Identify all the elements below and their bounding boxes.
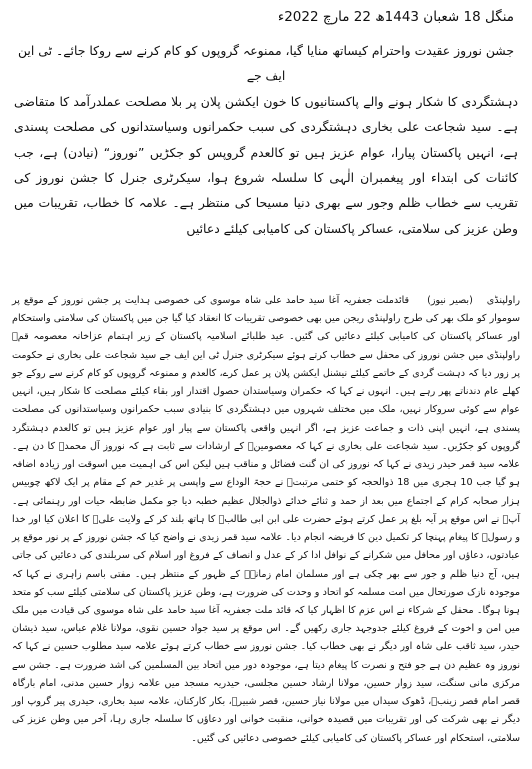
article-body: قائدملت جعفریہ آغا سید حامد علی شاہ موسوی کی خصوصی ہدایت پر جشن نوروز کے موقع پر سوموار کو ملک بھر کی طرح راولپنڈی ریجن میں بھی خصوصی تقریبات کا انعقاد کیا گیا جن میں پاکستان کی سلامتی واستحکام اور عساکر پاکستان کی کامیابی کیلئے دعائیں کی گئیں۔ عید طلبائے اسلامیہ پاکستان کے زیر اہتمام عزاخانہ معصومہ قمؑ راولپنڈی میں جشن نوروز کی محفل سے خطاب کرتے ہوئے سیکرٹری جنرل ٹی این ایف جے سید شجاعت علی بخاری نے حکومت پر زور دیا کہ دہشت گردی کے خاتمے کیلئے نیشنل ایکشن پلان پر عمل کرے، کالعدم و ممنوعہ گروپوں کو کام کرنے سے روکے جو کھلے عام دندناتے پھر رہے ہیں۔ انہوں نے کہا کہ حکمران وسیاستدان حصول اقتدار اور بقاء کیلئے مصلحت کا شکار ہیں، انہیں عوام سے کوئی سروکار نہیں، ملک میں مختلف شہروں میں دہشتگردی کا بنیادی سبب حکمرانوں وسیاستدانوں کی مصلحت پسندی ہے، انہیں اپنی ذات و جماعت عزیز ہے، اگر انہیں واقعی پاکستان سے پیار اور عوام عزیز ہیں تو کالعدم دہشتگرد گروپوں کو جکڑیں۔ سید شجاعت علی بخاری نے کہا کہ معصومینؑ کے ارشادات سے ثابت ہے کہ نوروز آل محمدؐ کا دن ہے۔ علامہ سید قمر حیدر زیدی نے کہا کہ نوروز کی ان گنت فضائل و مناقب ہیں لیکن اس کی اہمیت میں اسوقت اور زیادہ اضافہ ہو گیا جب 10 ہجری میں 18 ذوالحجہ کو ختمی مرتبتؐ نے حجۃ الوداع سے واپسی پر غدیر خم کے مقام پر ایک لاکھ چوبیس ہزار صحابہ کرام کے اجتماع میں بعد از حمد و ثنائے خدائے ذوالجلال عظیم خطبہ دیا جو مکمل ضابطہ حیات اور رہنمائی ہے۔ آپؐ نے اس موقع پر آیہ بلغ پر عمل کرتے ہوئے حضرت علی ابن ابی طالبؑ کا ہاتھ بلند کر کے ولایت علیؑ کا اعلان کیا اور خدا و رسولؐ کا پیغام پہنچا کر تکمیل دین کا فریضہ انجام دیا۔ علامہ سید قمر زیدی نے واضح کیا کہ جشن نوروز کے پر نور موقع پر عبادتوں، دعاؤں اور محافل میں شکرانے کے نوافل ادا کر کے عدل و انصاف کے فروغ اور اسلام کی سربلندی کی دعائیں کی جاتی ہیں، آج دنیا ظلم و جور سے بھر چکی ہے اور مسلمان امام زمانہؑ کے ظہور کے منتظر ہیں۔ مفتی باسم زاہری نے کہا کہ موجودہ نازک صورتحال میں امت مسلمہ کو اتحاد و وحدت کی ضرورت ہے، وطن عزیز پاکستان کی سلامتی کیلئے سب کو متحد ہونا ہوگا۔ محفل کے شرکاء نے اس عزم کا اظہار کیا کہ قائد ملت جعفریہ آغا سید حامد علی شاہ موسوی کی قیادت میں ملک میں امن و اخوت کے فروغ کیلئے جدوجہد جاری رکھیں گے۔ اس موقع پر سید جواد حسین نقوی، مولانا غلام عباس، سید ذیشان حیدر، سید ثاقب علی شاہ اور دیگر نے بھی خطاب کیا۔ جشن نوروز سے خطاب کرتے ہوئے علامہ سید مطلوب حسین نے کہا کہ نوروز وہ عظیم دن ہے جو فتح و نصرت کا پیغام دیتا ہے، موجودہ دور میں اتحاد بین المسلمین کی اشد ضرورت ہے۔ جشن سے مرکزی مانی سنگت، سید زوار حسین، مولانا ارشاد حسین مجلسی، حیدریہ مسجد میں علامہ زوار حسین مدنی، امام بارگاہ قصر امام قصر زینبؑ، ڈھوک سیداں میں مولانا نیاز حسین، قصر شبیرؑ، بکار کارکنان، علامہ سید بخاری، حیدری پیر گروپ اور دیگر نے بھی شرکت کی اور تقریبات میں قصیدہ خوانی، منقبت خوانی اور دعاؤں کا سلسلہ جاری رہا، آخر میں وطن عزیز کی سلامتی، استحکام اور عساکر پاکستان کی کامیابی کیلئے خصوصی دعائیں کی گئیں۔ [12,295,520,744]
top-article [14,38,518,241]
article-source: (بصیر نیوز) [427,295,473,306]
article-lead: جشن نوروز عقیدت واحترام کیساتھ منایا گیا، ممنوعہ گروپوں کو کام کرنے سے روکا جائے۔ ٹی این ایف جے [18,43,514,84]
main-article [12,292,520,748]
article-summary: دہشتگردی کا شکار ہونے والے پاکستانیوں کا خون ایکشن پلان پر بلا مصلحت عملدرآمد کا متقاضی ہے۔ سید شجاعت علی بخاری دہشتگردی کی سبب حکمرانوں وسیاستدانوں کی مصلحت پسندی ہے، انہیں پاکستان پیارا، عوام عزیز ہیں تو کالعدم گروپس کو جکڑیں ”نوروز“ (نیادن) ہے، جب کائنات کی ابتداء اور پیغمبران الٰہی کا سلسلہ شروع ہوا، سیکرٹری جنرل کا جشن نوروز کی تقریب سے خطاب ظلم وجور سے بھری دنیا مسیحا کی منتظر ہے۔ علامہ کا خطاب، تقریبات میں وطن عزیز کی سلامتی، عساکر پاکستان کی کامیابی کیلئے دعائیں [14,93,518,236]
article-place: راولپنڈی [486,295,520,306]
dateline: منگل 18 شعبان 1443ھ 22 مارچ 2022ء [277,9,514,25]
